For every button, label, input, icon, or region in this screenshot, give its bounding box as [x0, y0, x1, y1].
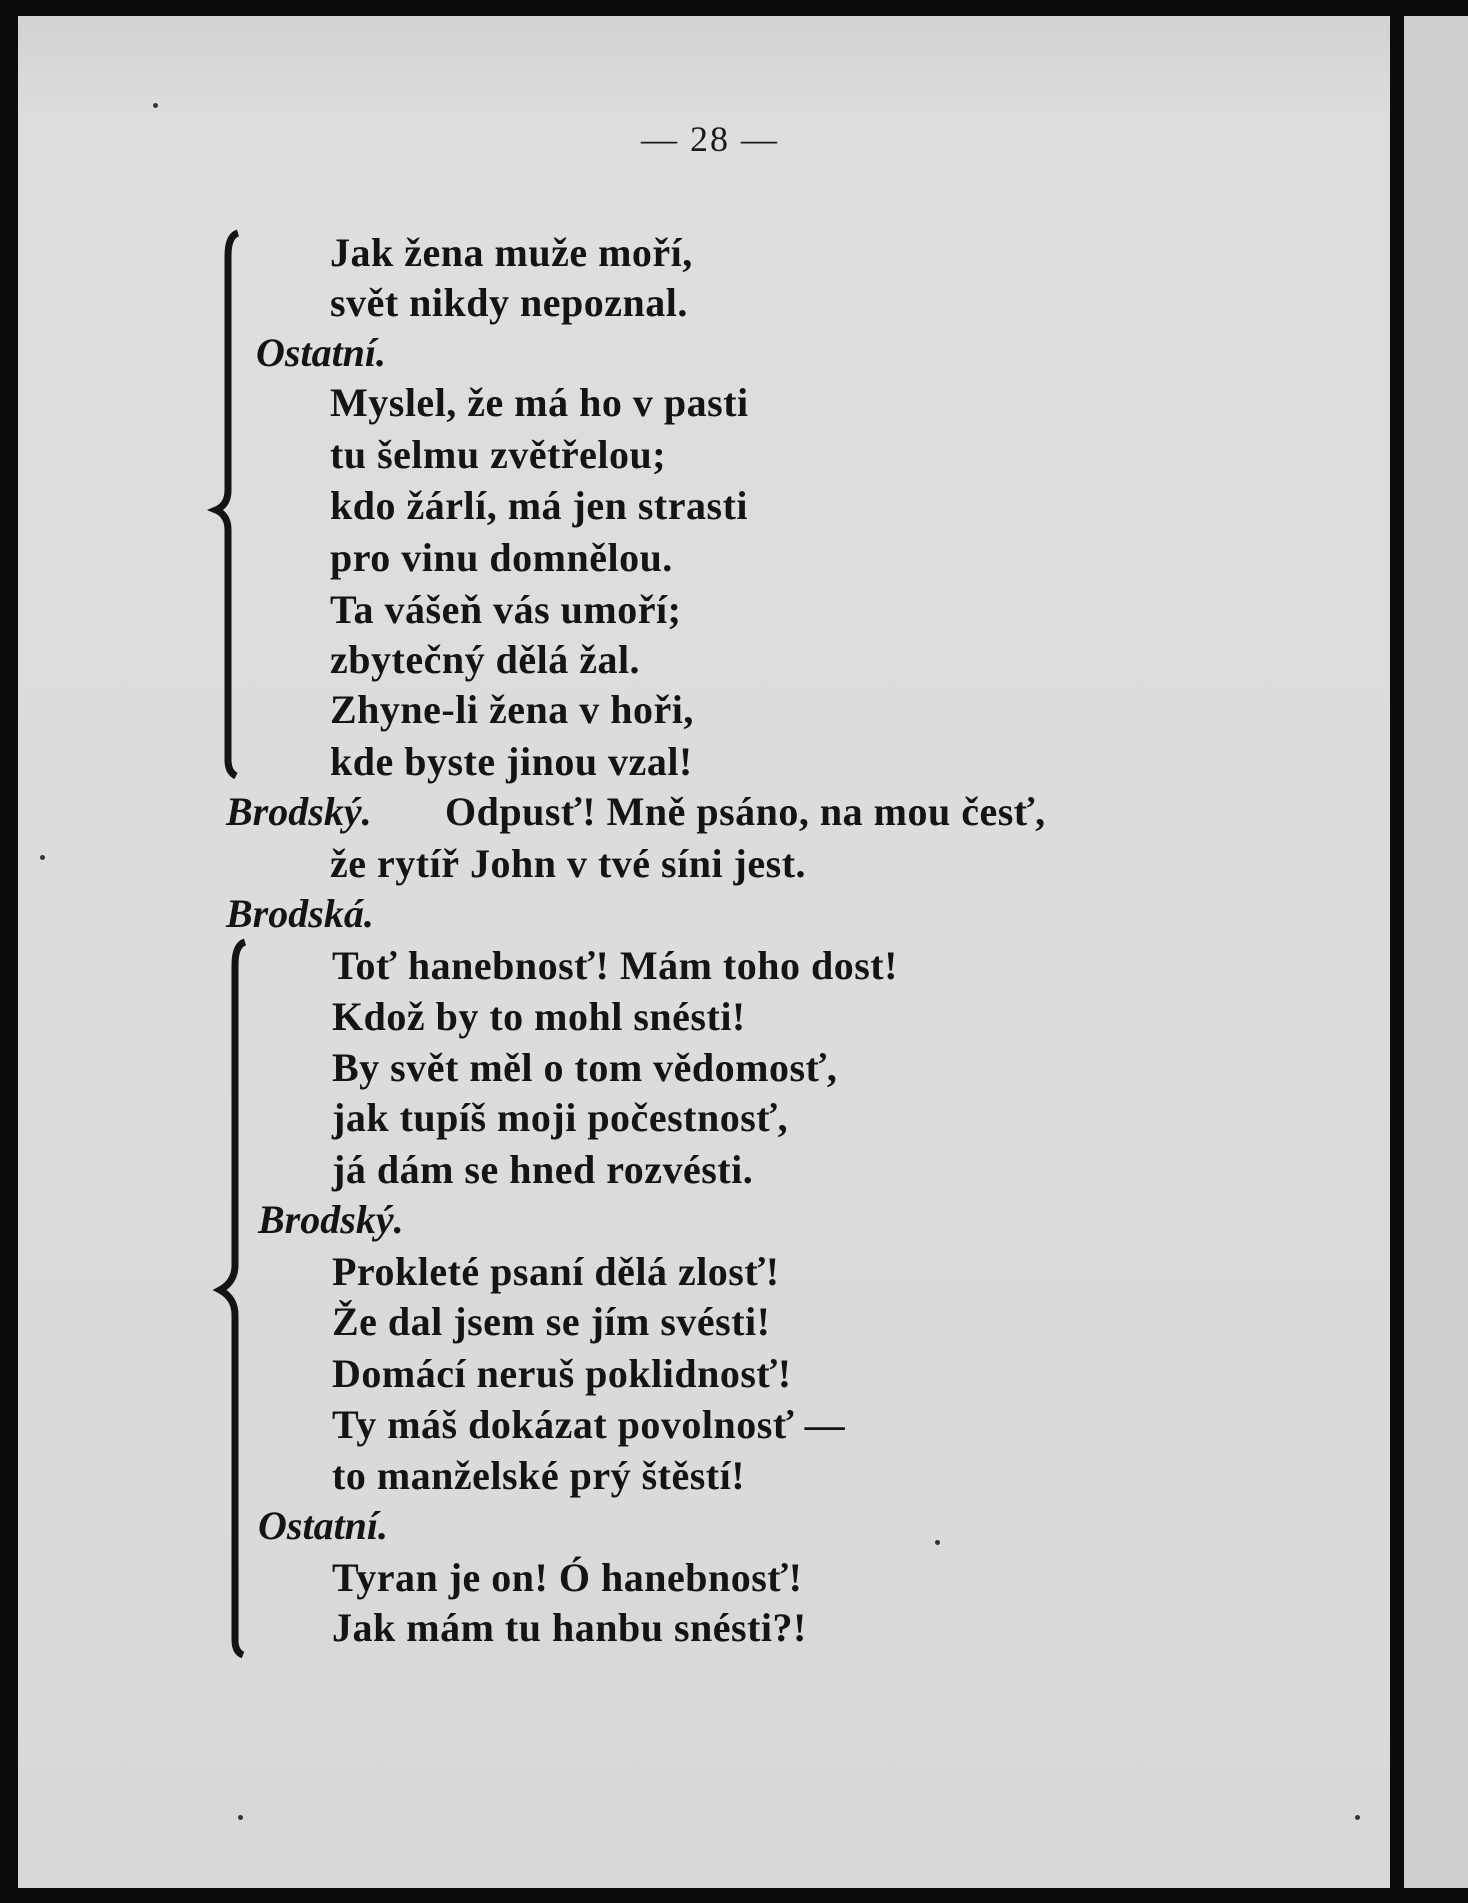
- verse-line: pro vinu domnělou.: [330, 535, 673, 580]
- verse-line: zbytečný dělá žal.: [330, 637, 641, 682]
- paper-speck: [238, 1815, 243, 1820]
- verse-line: Jak žena muže moří,: [330, 230, 693, 275]
- verse-line: By svět měl o tom vědomosť,: [332, 1045, 838, 1090]
- paper-speck: [40, 855, 45, 860]
- page-number: — 28 —: [641, 119, 779, 159]
- verse-line: že rytíř John v tvé síni jest.: [330, 841, 807, 886]
- adjacent-page-edge: [1404, 16, 1468, 1888]
- verse-line: kde byste jinou vzal!: [330, 739, 693, 784]
- verse-line: to manželské prý štěstí!: [332, 1453, 746, 1498]
- speaker-label: Brodský.: [226, 789, 372, 834]
- verse-line: Jak mám tu hanbu snésti?!: [332, 1605, 807, 1650]
- verse-line: Zhyne-li žena v hoři,: [330, 687, 694, 732]
- verse-line: já dám se hned rozvésti.: [332, 1147, 754, 1192]
- verse-line: Domácí neruš poklidnosť!: [332, 1351, 792, 1396]
- verse-line: tu šelmu zvětřelou;: [330, 432, 667, 477]
- verse-line: Ta vášeň vás umoří;: [330, 587, 682, 632]
- verse-line: jak tupíš moji počestnosť,: [332, 1095, 789, 1140]
- verse-line: Prokleté psaní dělá zlosť!: [332, 1249, 780, 1294]
- verse-line: kdo žárlí, má jen strasti: [330, 483, 749, 528]
- verse-line: Kdož by to mohl snésti!: [332, 994, 746, 1039]
- paper-speck: [935, 1540, 940, 1545]
- verse-line: Že dal jsem se jím svésti!: [332, 1299, 771, 1344]
- speaker-label: Ostatní.: [256, 330, 387, 375]
- speaker-label: Brodský.: [258, 1197, 404, 1242]
- paper-speck: [153, 103, 158, 108]
- verse-line: Tyran je on! Ó hanebnosť!: [332, 1555, 803, 1600]
- verse-line: Odpusť! Mně psáno, na mou česť,: [445, 789, 1046, 834]
- verse-line: Ty máš dokázat povolnosť —: [332, 1402, 846, 1447]
- speaker-label: Brodská.: [226, 891, 374, 936]
- verse-line: svět nikdy nepoznal.: [330, 280, 688, 325]
- paper-speck: [1355, 1815, 1360, 1820]
- verse-line: Toť hanebnosť! Mám toho dost!: [332, 943, 898, 988]
- speaker-label: Ostatní.: [258, 1503, 389, 1548]
- verse-line: Myslel, že má ho v pasti: [330, 380, 749, 425]
